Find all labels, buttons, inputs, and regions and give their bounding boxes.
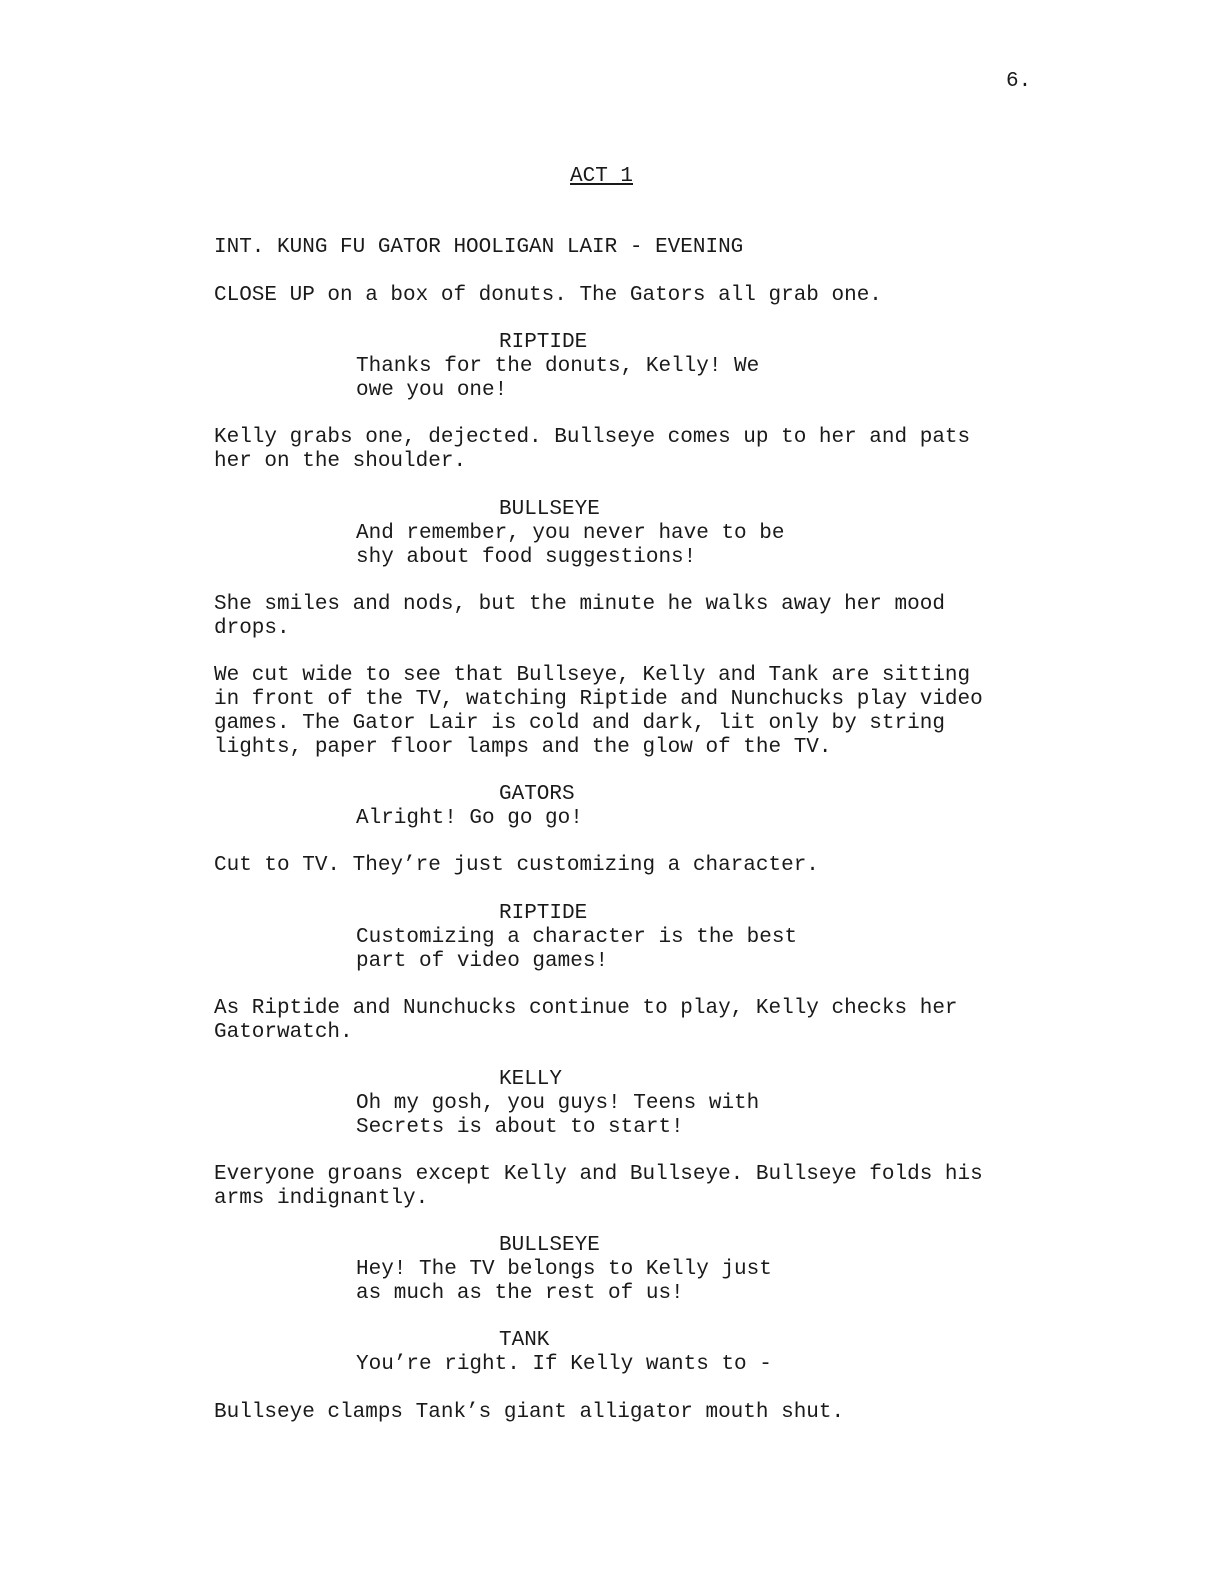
dialogue-line: owe you one! bbox=[356, 379, 508, 402]
action-line: Gatorwatch. bbox=[214, 1021, 353, 1044]
action-line: in front of the TV, watching Riptide and Nunchucks play video bbox=[214, 688, 983, 711]
action-line: As Riptide and Nunchucks continue to play, Kelly checks her bbox=[214, 997, 958, 1020]
action-line: Kelly grabs one, dejected. Bullseye comes up to her and pats bbox=[214, 426, 971, 449]
act-heading: ACT 1 bbox=[570, 165, 634, 188]
dialogue-line: Secrets is about to start! bbox=[356, 1116, 684, 1139]
character-name: TANK bbox=[499, 1329, 550, 1352]
action-line: her on the shoulder. bbox=[214, 450, 467, 473]
dialogue-line: part of video games! bbox=[356, 950, 609, 973]
scene-heading: INT. KUNG FU GATOR HOOLIGAN LAIR - EVENING bbox=[214, 236, 744, 259]
dialogue-line: Oh my gosh, you guys! Teens with bbox=[356, 1092, 760, 1115]
dialogue-line: as much as the rest of us! bbox=[356, 1282, 684, 1305]
action-line: CLOSE UP on a box of donuts. The Gators all grab one. bbox=[214, 284, 882, 307]
character-name: RIPTIDE bbox=[499, 902, 588, 925]
page-number: 6. bbox=[1006, 70, 1032, 93]
action-line: games. The Gator Lair is cold and dark, lit only by string bbox=[214, 712, 945, 735]
action-line: Cut to TV. They’re just customizing a character. bbox=[214, 854, 819, 877]
action-line: She smiles and nods, but the minute he walks away her mood bbox=[214, 593, 945, 616]
dialogue-line: You’re right. If Kelly wants to - bbox=[356, 1353, 772, 1376]
action-line: Bullseye clamps Tank’s giant alligator mouth shut. bbox=[214, 1401, 845, 1424]
character-name: BULLSEYE bbox=[499, 498, 600, 521]
dialogue-line: Customizing a character is the best bbox=[356, 926, 798, 949]
action-line: arms indignantly. bbox=[214, 1187, 429, 1210]
dialogue-line: Alright! Go go go! bbox=[356, 807, 583, 830]
action-line: Everyone groans except Kelly and Bullseye. Bullseye folds his bbox=[214, 1163, 983, 1186]
dialogue-line: Hey! The TV belongs to Kelly just bbox=[356, 1258, 772, 1281]
action-line: drops. bbox=[214, 617, 290, 640]
dialogue-line: shy about food suggestions! bbox=[356, 546, 697, 569]
character-name: BULLSEYE bbox=[499, 1234, 600, 1257]
character-name: RIPTIDE bbox=[499, 331, 588, 354]
character-name: KELLY bbox=[499, 1068, 563, 1091]
dialogue-line: Thanks for the donuts, Kelly! We bbox=[356, 355, 760, 378]
action-line: lights, paper floor lamps and the glow of the TV. bbox=[214, 736, 832, 759]
action-line: We cut wide to see that Bullseye, Kelly and Tank are sitting bbox=[214, 664, 971, 687]
character-name: GATORS bbox=[499, 783, 575, 806]
dialogue-line: And remember, you never have to be bbox=[356, 522, 785, 545]
